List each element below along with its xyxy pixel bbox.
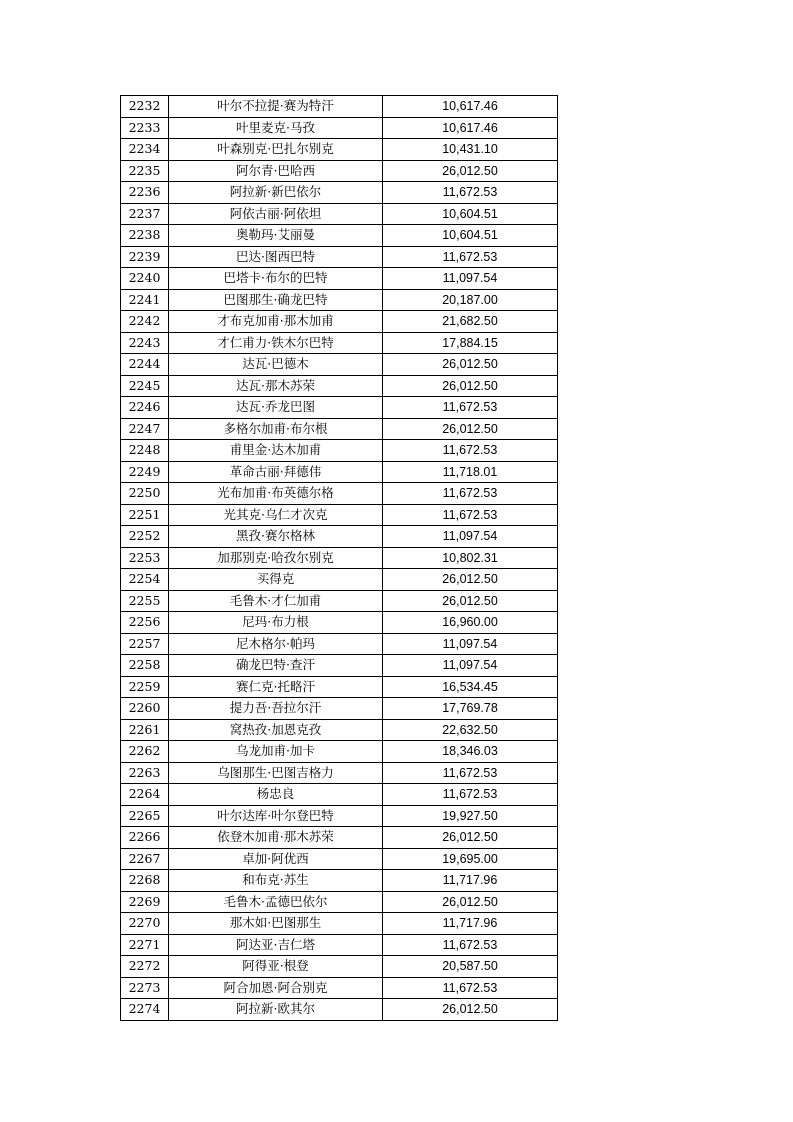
table-row <box>121 397 558 419</box>
amount-cell: 11,097.54 <box>383 633 558 655</box>
name-cell: 黑孜·赛尔格林 <box>169 526 383 548</box>
table-row <box>121 375 558 397</box>
amount-cell: 11,672.53 <box>383 483 558 505</box>
amount-cell: 11,097.54 <box>383 526 558 548</box>
name-cell: 尼玛·布力根 <box>169 612 383 634</box>
table-row <box>121 96 558 118</box>
amount-cell: 17,884.15 <box>383 332 558 354</box>
table-row <box>121 354 558 376</box>
table-row <box>121 891 558 913</box>
row-number-cell: 2272 <box>121 956 169 978</box>
amount-cell: 26,012.50 <box>383 418 558 440</box>
name-cell: 阿合加恩·阿合别克 <box>169 977 383 999</box>
row-number-cell: 2243 <box>121 332 169 354</box>
table-row <box>121 547 558 569</box>
amount-cell: 11,717.96 <box>383 870 558 892</box>
table-row <box>121 999 558 1021</box>
name-cell: 阿拉新·欧其尔 <box>169 999 383 1021</box>
amount-cell: 11,672.53 <box>383 784 558 806</box>
amount-cell: 20,587.50 <box>383 956 558 978</box>
amount-cell: 16,534.45 <box>383 676 558 698</box>
table-row <box>121 977 558 999</box>
table-row <box>121 504 558 526</box>
table-row <box>121 633 558 655</box>
amount-cell: 10,617.46 <box>383 117 558 139</box>
amount-cell: 11,672.53 <box>383 977 558 999</box>
amount-cell: 26,012.50 <box>383 999 558 1021</box>
name-cell: 阿拉新·新巴依尔 <box>169 182 383 204</box>
row-number-cell: 2270 <box>121 913 169 935</box>
name-cell: 甫里金·达木加甫 <box>169 440 383 462</box>
table-row <box>121 289 558 311</box>
name-cell: 阿尔青·巴哈西 <box>169 160 383 182</box>
table-row <box>121 590 558 612</box>
name-cell: 那木如·巴图那生 <box>169 913 383 935</box>
table-row <box>121 784 558 806</box>
row-number-cell: 2259 <box>121 676 169 698</box>
row-number-cell: 2249 <box>121 461 169 483</box>
row-number-cell: 2242 <box>121 311 169 333</box>
name-cell: 毛鲁木·才仁加甫 <box>169 590 383 612</box>
amount-cell: 11,672.53 <box>383 934 558 956</box>
row-number-cell: 2263 <box>121 762 169 784</box>
row-number-cell: 2273 <box>121 977 169 999</box>
row-number-cell: 2264 <box>121 784 169 806</box>
name-cell: 确龙巴特·查汗 <box>169 655 383 677</box>
name-cell: 买得克 <box>169 569 383 591</box>
row-number-cell: 2274 <box>121 999 169 1021</box>
row-number-cell: 2236 <box>121 182 169 204</box>
row-number-cell: 2268 <box>121 870 169 892</box>
amount-cell: 10,617.46 <box>383 96 558 118</box>
name-cell: 达瓦·乔龙巴图 <box>169 397 383 419</box>
table-row <box>121 569 558 591</box>
table-row <box>121 956 558 978</box>
data-table <box>120 95 558 1021</box>
row-number-cell: 2247 <box>121 418 169 440</box>
row-number-cell: 2233 <box>121 117 169 139</box>
amount-cell: 10,431.10 <box>383 139 558 161</box>
amount-cell: 11,672.53 <box>383 246 558 268</box>
name-cell: 巴塔卡·布尔的巴特 <box>169 268 383 290</box>
amount-cell: 16,960.00 <box>383 612 558 634</box>
table-row <box>121 117 558 139</box>
amount-cell: 26,012.50 <box>383 590 558 612</box>
amount-cell: 10,604.51 <box>383 225 558 247</box>
row-number-cell: 2240 <box>121 268 169 290</box>
amount-cell: 21,682.50 <box>383 311 558 333</box>
amount-cell: 26,012.50 <box>383 827 558 849</box>
table-body <box>121 96 558 1021</box>
row-number-cell: 2267 <box>121 848 169 870</box>
table-row <box>121 139 558 161</box>
table-row <box>121 225 558 247</box>
name-cell: 乌龙加甫·加卡 <box>169 741 383 763</box>
row-number-cell: 2265 <box>121 805 169 827</box>
table-row <box>121 719 558 741</box>
row-number-cell: 2239 <box>121 246 169 268</box>
row-number-cell: 2244 <box>121 354 169 376</box>
amount-cell: 11,672.53 <box>383 504 558 526</box>
name-cell: 革命古丽·拜德伟 <box>169 461 383 483</box>
row-number-cell: 2234 <box>121 139 169 161</box>
table-row <box>121 676 558 698</box>
row-number-cell: 2254 <box>121 569 169 591</box>
row-number-cell: 2252 <box>121 526 169 548</box>
row-number-cell: 2238 <box>121 225 169 247</box>
table-row <box>121 483 558 505</box>
table-row <box>121 741 558 763</box>
row-number-cell: 2237 <box>121 203 169 225</box>
name-cell: 叶森别克·巴扎尔别克 <box>169 139 383 161</box>
table-row <box>121 934 558 956</box>
name-cell: 杨忠良 <box>169 784 383 806</box>
name-cell: 依登木加甫·那木苏荣 <box>169 827 383 849</box>
row-number-cell: 2246 <box>121 397 169 419</box>
row-number-cell: 2271 <box>121 934 169 956</box>
name-cell: 提力吾·吾拉尔汗 <box>169 698 383 720</box>
name-cell: 乌图那生·巴图吉格力 <box>169 762 383 784</box>
name-cell: 叶里麦克·马孜 <box>169 117 383 139</box>
row-number-cell: 2232 <box>121 96 169 118</box>
amount-cell: 17,769.78 <box>383 698 558 720</box>
row-number-cell: 2256 <box>121 612 169 634</box>
table-row <box>121 182 558 204</box>
table-row <box>121 827 558 849</box>
amount-cell: 26,012.50 <box>383 160 558 182</box>
amount-cell: 11,717.96 <box>383 913 558 935</box>
row-number-cell: 2257 <box>121 633 169 655</box>
amount-cell: 26,012.50 <box>383 354 558 376</box>
amount-cell: 11,672.53 <box>383 182 558 204</box>
table-row <box>121 526 558 548</box>
table-row <box>121 440 558 462</box>
name-cell: 奥勒玛·艾丽曼 <box>169 225 383 247</box>
amount-cell: 26,012.50 <box>383 569 558 591</box>
row-number-cell: 2253 <box>121 547 169 569</box>
table-row <box>121 612 558 634</box>
name-cell: 阿得亚·根登 <box>169 956 383 978</box>
name-cell: 叶尔不拉提·赛为特汗 <box>169 96 383 118</box>
name-cell: 多格尔加甫·布尔根 <box>169 418 383 440</box>
table-row <box>121 203 558 225</box>
name-cell: 阿达亚·吉仁塔 <box>169 934 383 956</box>
row-number-cell: 2269 <box>121 891 169 913</box>
name-cell: 光其克·乌仁才次克 <box>169 504 383 526</box>
amount-cell: 10,604.51 <box>383 203 558 225</box>
table-row <box>121 332 558 354</box>
amount-cell: 19,927.50 <box>383 805 558 827</box>
amount-cell: 11,097.54 <box>383 655 558 677</box>
table-row <box>121 913 558 935</box>
table-row <box>121 848 558 870</box>
amount-cell: 11,672.53 <box>383 440 558 462</box>
name-cell: 达瓦·巴德木 <box>169 354 383 376</box>
row-number-cell: 2245 <box>121 375 169 397</box>
amount-cell: 11,097.54 <box>383 268 558 290</box>
name-cell: 阿依古丽·阿依坦 <box>169 203 383 225</box>
table-row <box>121 698 558 720</box>
name-cell: 赛仁克·托略汗 <box>169 676 383 698</box>
amount-cell: 26,012.50 <box>383 891 558 913</box>
name-cell: 叶尔达库·叶尔登巴特 <box>169 805 383 827</box>
amount-cell: 18,346.03 <box>383 741 558 763</box>
table-row <box>121 805 558 827</box>
table-row <box>121 268 558 290</box>
name-cell: 才布克加甫·那木加甫 <box>169 311 383 333</box>
amount-cell: 11,672.53 <box>383 762 558 784</box>
amount-cell: 11,672.53 <box>383 397 558 419</box>
row-number-cell: 2258 <box>121 655 169 677</box>
amount-cell: 20,187.00 <box>383 289 558 311</box>
row-number-cell: 2251 <box>121 504 169 526</box>
amount-cell: 10,802.31 <box>383 547 558 569</box>
amount-cell: 26,012.50 <box>383 375 558 397</box>
row-number-cell: 2241 <box>121 289 169 311</box>
name-cell: 光布加甫·布英德尔格 <box>169 483 383 505</box>
name-cell: 巴图那生·确龙巴特 <box>169 289 383 311</box>
table-row <box>121 311 558 333</box>
table-row <box>121 246 558 268</box>
data-table-container <box>120 95 558 1021</box>
table-row <box>121 418 558 440</box>
amount-cell: 19,695.00 <box>383 848 558 870</box>
row-number-cell: 2250 <box>121 483 169 505</box>
name-cell: 达瓦·那木苏荣 <box>169 375 383 397</box>
row-number-cell: 2248 <box>121 440 169 462</box>
table-row <box>121 762 558 784</box>
name-cell: 加那别克·哈孜尔别克 <box>169 547 383 569</box>
row-number-cell: 2261 <box>121 719 169 741</box>
amount-cell: 22,632.50 <box>383 719 558 741</box>
name-cell: 毛鲁木·孟德巴依尔 <box>169 891 383 913</box>
row-number-cell: 2262 <box>121 741 169 763</box>
row-number-cell: 2260 <box>121 698 169 720</box>
name-cell: 窝热孜·加恩克孜 <box>169 719 383 741</box>
name-cell: 和布克·苏生 <box>169 870 383 892</box>
table-row <box>121 160 558 182</box>
name-cell: 尼木格尔·帕玛 <box>169 633 383 655</box>
name-cell: 卓加·阿优西 <box>169 848 383 870</box>
table-row <box>121 461 558 483</box>
name-cell: 才仁甫力·铁木尔巴特 <box>169 332 383 354</box>
row-number-cell: 2266 <box>121 827 169 849</box>
amount-cell: 11,718.01 <box>383 461 558 483</box>
table-row <box>121 870 558 892</box>
row-number-cell: 2255 <box>121 590 169 612</box>
row-number-cell: 2235 <box>121 160 169 182</box>
name-cell: 巴达·图西巴特 <box>169 246 383 268</box>
table-row <box>121 655 558 677</box>
